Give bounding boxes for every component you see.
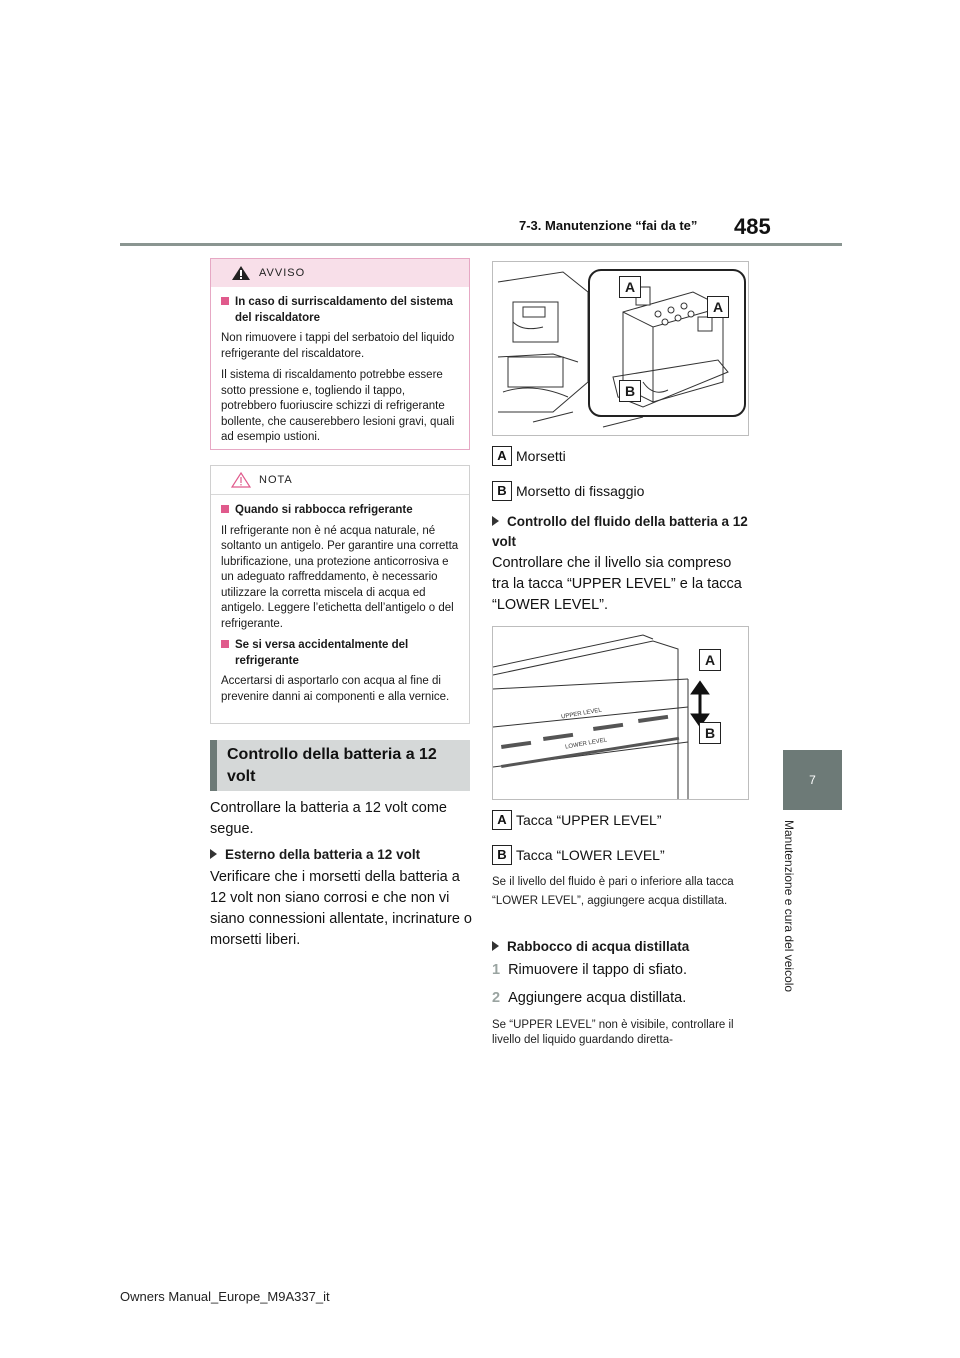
bullet-square (221, 640, 229, 648)
caution-icon (231, 472, 251, 488)
warning-title (221, 295, 459, 326)
fluid-heading (492, 512, 752, 552)
page-number: 485 (734, 214, 771, 239)
intro-text: Controllare la batteria a 12 volt come segue. (210, 800, 447, 837)
warning-icon (231, 265, 251, 281)
notice-label: NOTA (259, 474, 293, 486)
figure2-label-b: B (699, 722, 721, 744)
legend-key: B (492, 845, 512, 865)
chapter-title-text: Manutenzione e cura del veicolo (782, 820, 796, 993)
lower-level-mark: LOWER LEVEL (564, 737, 608, 751)
warning-title-text: In caso di surriscaldamento del sistema del riscaldatore (235, 296, 453, 324)
exterior-heading (210, 845, 472, 865)
step-number: 1 (492, 962, 501, 978)
bullet-square (221, 297, 229, 305)
notice-paragraph-2: Accertarsi di asportarlo con acqua al fine di prevenire danni ai componenti e alla vernice. (221, 675, 450, 703)
upper-level-mark: UPPER LEVEL (560, 707, 603, 721)
footer-doc-id: Owners Manual_Europe_M9A337_it (120, 1289, 330, 1304)
step-text: Rimuovere il tappo di sfiato. (508, 962, 687, 978)
warning-paragraph-2: Il sistema di riscaldamento potrebbe essere sotto pressione e, togliendo il tappo, potrebbero fuoriuscire schizzi di refrigerante bollente, che causerebbero lesioni gravi, quali ad esempio ustioni. (221, 369, 455, 443)
section-heading: Controllo della batteria a 12 volt (210, 740, 470, 791)
notice-title-2 (221, 638, 459, 669)
exterior-heading-text: Esterno della batteria a 12 volt (225, 847, 421, 862)
triangle-bullet-icon (492, 941, 499, 951)
legend-text: Tacca “UPPER LEVEL” (516, 812, 662, 828)
notice-title-1-text: Quando si rabbocca refrigerante (235, 504, 413, 516)
warning-header (211, 259, 469, 287)
section-title: 7-3. Manutenzione “fai da te” (519, 218, 698, 233)
legend-text: Morsetti (516, 448, 566, 464)
notice-box (210, 465, 470, 724)
refill-heading (492, 937, 752, 957)
bullet-square (221, 505, 229, 513)
triangle-bullet-icon (210, 849, 217, 859)
legend-key: A (492, 446, 512, 466)
fluid-level-figure (492, 626, 749, 800)
fluid-text: Controllare che il livello sia compreso tra la tacca “UPPER LEVEL” e la tacca “LOWER LEVEL”. (492, 555, 742, 613)
notice-title-2-text: Se si versa accidentalmente del refrigerante (235, 639, 409, 667)
legend-key: A (492, 810, 512, 830)
notice-paragraph-1: Il refrigerante non è né acqua naturale, né soltanto un antigelo. Per garantire una corretta lubrificazione, una protezione anticorrosiva e un adeguato raffreddamento, è necessario utilizzare la corretta miscela di acqua ed antigelo. Leggere l’etichetta dell’antigelo o del refrigerante. (221, 524, 459, 630)
notice-title-1 (221, 503, 459, 519)
fluid-note: Se il livello del fluido è pari o inferiore alla tacca “LOWER LEVEL”, aggiungere acqua distillata. (492, 876, 734, 907)
legend-text: Tacca “LOWER LEVEL” (516, 847, 665, 863)
refill-heading-text: Rabbocco di acqua distillata (507, 939, 690, 954)
battery-figure (492, 261, 749, 436)
notice-header (211, 466, 469, 495)
exterior-text: Verificare che i morsetti della batteria a 12 volt non siano corrosi e che non vi siano connessioni allentate, incrinature o morsetti liberi. (210, 869, 472, 948)
warning-paragraph-1: Non rimuovere i tappi del serbatoio del liquido refrigerante del riscaldatore. (221, 332, 455, 360)
chapter-side-title (782, 820, 810, 993)
step-number: 2 (492, 990, 501, 1006)
figure1-label-a1: A (619, 276, 641, 298)
header-divider (120, 243, 842, 246)
legend-text: Morsetto di fissaggio (516, 483, 645, 499)
fluid-heading-text: Controllo del fluido della batteria a 12 volt (492, 514, 748, 549)
figure1-label-a2: A (707, 296, 729, 318)
legend-key: B (492, 481, 512, 501)
triangle-bullet-icon (492, 516, 499, 526)
chapter-tab[interactable]: 7 (783, 750, 842, 810)
refill-note: Se “UPPER LEVEL” non è visibile, controllare il livello del liquido guardando diretta- (492, 1019, 734, 1046)
warning-label: AVVISO (259, 267, 306, 279)
figure2-label-a: A (699, 649, 721, 671)
refill-step-2 (492, 988, 752, 1009)
legend-lower-level (492, 845, 665, 865)
legend-clamp (492, 481, 644, 501)
refill-step-1 (492, 960, 752, 981)
figure1-label-b: B (619, 380, 641, 402)
legend-terminals (492, 446, 566, 466)
warning-box (210, 258, 470, 450)
step-text: Aggiungere acqua distillata. (508, 990, 687, 1006)
legend-upper-level (492, 810, 662, 830)
